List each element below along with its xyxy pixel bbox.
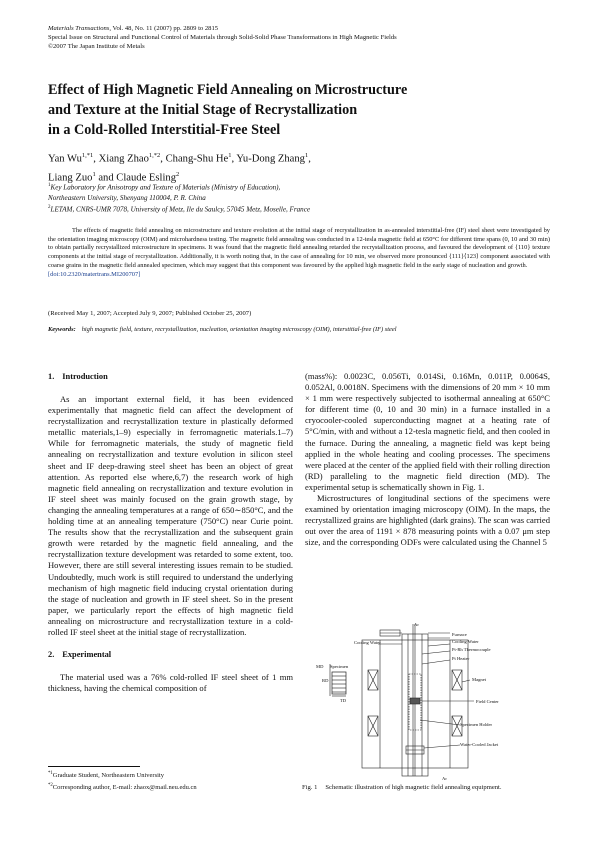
intro-paragraph: As an important external field, it has been evidenced experimentally that magnetic field can affect the development of recrystallization and recrystallization texture in plastically deformed metallic materials,1–9) especially in ferromagnetic materials.1–7) While for ferromagnetic materials, the study of magnetic field annealing on recrystallization and texture evolution in silicon steel sheet and IF deep-drawing steel sheet has been an object of great attention. As reported else where,6,7) the research work of high magnetic field annealing on recrystallization and texture evolution in IF steel sheet was mainly focused on the grain growth stage, by changing the annealing temperatures at a range of 650∼850°C, and the holding time at an annealing temperature (750°C) near Curie point. The results show that the recrystallization and the subsequent grain growth were retarded by the magnetic field annealing, and the recrystallization texture development was retarded to some extent, too. However, there are still several interesting issues remain to be studied. Undoubtedly, much work is still required to understand the underlying mechanism of high magnetic field inducing crystal orientation during the stage of nucleation and growth in IF steel sheet. So in the present paper, we particularly report the effects of high magnetic field annealing on microstructure and recrystallization texture in a cold-rolled IF steel sheet at the initial stage of recrystallization. [48, 394, 293, 637]
label-field-center: Field Center [476, 699, 499, 704]
keywords-text: high magnetic field, texture, recrystallization, nucleation, orientation imaging microscopy (OIM), interstitial-free (IF) steel [81, 326, 397, 333]
footnote-mark: *1 [48, 771, 53, 776]
section-number: 2. [48, 650, 55, 660]
experimental-paragraph: The material used was a 76% cold-rolled IF steel sheet of 1 mm thickness, having the chemical composition of [48, 672, 293, 694]
apparatus-diagram [310, 620, 550, 782]
keywords [48, 325, 550, 334]
figure-1 [310, 620, 550, 782]
doi-link[interactable]: [doi:10.2320/matertrans.MI200707] [48, 270, 141, 278]
oim-paragraph: Microstructures of longitudinal sections of the specimens were examined by orientation imaging microscopy (OIM). In the maps, the recrystallized grains are highlighted (dark grains). The scan was carried out over the area of 1191 × 878 measuring points with a 0.07 μm step size, and the corresponding ODFs were calculated using the Channel 5 [305, 493, 550, 548]
footnote [48, 769, 197, 781]
author-affil-mark: 1 [228, 152, 232, 159]
figure-caption-text: Schematic illustration of high magnetic field annealing equipment. [325, 784, 502, 791]
journal-volume: , Vol. 48, No. 11 (2007) pp. 2809 to 2815 [109, 25, 219, 32]
author-list: Yan $Wu^{1,*1}$, Xiang Zhao$^{1,*2}$, Chang-Shu He$^1$, Yu-Dong Zhang$^1$, Liang Zuo$^1$ and Claude Esling$^2$ [48, 152, 311, 184]
label-water-jacket: Water-Cooled Jacket [460, 742, 499, 747]
label-cooling-water-left: Cooling Water [354, 640, 381, 645]
label-specimen: Specimen [330, 664, 349, 669]
title-line: and Texture at the Initial Stage of Recrystallization [48, 102, 358, 118]
author-name: Yan Wu [48, 153, 82, 165]
label-ar-top: Ar [414, 622, 419, 627]
keywords-label: Keywords: [48, 326, 76, 333]
label-pt-heater: Pt Heater [452, 656, 470, 661]
label-md: MD [316, 664, 324, 669]
affiliation-text: Northeastern University, Shenyang 110004, P. R. China [48, 193, 206, 202]
label-thermocouple: Pt-Rh Thermocouple [452, 647, 491, 652]
footnote-text: Corresponding author, E-mail: zhaox@mail.neu.edu.cn [52, 784, 197, 792]
author-name: Claude Esling [116, 172, 177, 184]
label-magnet: Magnet [472, 677, 487, 682]
label-rd: RD [322, 678, 329, 683]
author-name: Liang Zuo [48, 172, 93, 184]
footnote-mark: *2 [48, 783, 53, 789]
journal-name: Materials Transactions [48, 25, 110, 32]
author-affil-mark: 1,*1 [81, 152, 94, 159]
section-title: Introduction [62, 372, 108, 381]
label-ar-bottom: Ar [442, 776, 447, 781]
figure-number: Fig. 1 [302, 784, 318, 791]
special-issue-line: Special Issue on Structural and Functional Control of Materials through Solid-Solid Phase Transformations in High Magnetic Fields [48, 34, 397, 42]
author-affil-mark: 1 [92, 171, 96, 179]
journal-citation [48, 24, 548, 33]
section-heading-introduction [48, 371, 293, 382]
paper-title [48, 80, 548, 140]
label-furnace: Furnace [452, 632, 467, 637]
author-affil-mark: 1 [304, 152, 309, 159]
affil-mark: 2 [48, 204, 51, 210]
footnote-divider [48, 766, 140, 767]
figure-caption [302, 783, 552, 792]
section-number: 1. [48, 372, 55, 381]
affiliation-text: Key Laboratory for Anisotropy and Texture of Materials (Ministry of Education), [50, 183, 281, 192]
section-title: Experimental [62, 650, 112, 660]
abstract-text: The effects of magnetic field annealing on microstructure and texture evolution at the initial stage of recrystallization in as-annealed interstitial-free (IF) steel sheet were investigated by the orientation imaging microscopy (OIM) and microhardness testing. The magnetic field annealing was conducted in a 12-tesla magnetic field at 650°C for different time spans (0, 10 and 30 min) to obtain partially recrystallized microstructure in specimens. It was found that the magnetic field annealing retarded the recrystallization process, and favoured the development of {110} texture components at the initial stage of recrystallization. Additionally, it is worth noting that, in the case of annealing for 10 min, we observed more pronounced {111}⟨123⟩ component associated with coarse grains in the magnetic field annealed specimen, which may suggest that this component was favoured by the applied high magnetic field in the early stage of nucleation and growth. [48, 227, 550, 269]
affiliations [48, 181, 558, 214]
copyright-line: ©2007 The Japan Institute of Metals [48, 43, 145, 51]
affil-mark: 1 [48, 183, 51, 188]
author-name: Xiang Zhao [98, 153, 149, 165]
abstract [48, 227, 550, 279]
received-dates: (Received May 1, 2007; Accepted July 9, 2007; Published October 25, 2007) [48, 310, 252, 317]
footnotes [48, 769, 197, 793]
section-heading-experimental [48, 649, 293, 660]
left-column [48, 371, 293, 694]
affiliation-text: LETAM, CNRS-UMR 7078, University of Metz, Ile du Saulcy, 57045 Metz, Moselle, France [50, 205, 311, 214]
footnote-text: Graduate Student, Northeastern University [52, 772, 164, 780]
title-line: Effect of High Magnetic Field Annealing on Microstructure [48, 82, 408, 98]
author-affil-mark: 1,*2 [148, 152, 161, 159]
experimental-paragraph-cont: (mass%): 0.0023C, 0.056Ti, 0.014Si, 0.16Mn, 0.011P, 0.0064S, 0.052Al, 0.0018N. Specimens with the dimensions of 20 mm × 10 mm × 1 mm were respectively subjected to isothermal annealing at 650°C for different time (0, 10 and 30 min) in a furnace installed in a cryocooler-cooled superconducting magnet at a heating rate of 5°C/min, with and without a 12-tesla magnetic field, and then cooled in the furnace. During the annealing, a magnetic field was kept being applied in the whole heating and cooling processes. The specimens were placed at the center of the applied field with their rolling direction (RD) paralleling to the magnetic field direction (MD). The experimental setup is schematically shown in Fig. 1. [305, 371, 550, 492]
title-line: in a Cold-Rolled Interstitial-Free Steel [48, 122, 281, 138]
label-td: TD [340, 698, 347, 703]
journal-header [48, 24, 548, 52]
right-column [305, 371, 550, 549]
footnote [48, 781, 197, 793]
label-specimen-holder: Specimen Holder [460, 722, 493, 727]
author-name: Chang-Shu He [165, 153, 229, 165]
label-cooling-water-right: Cooling Water [452, 639, 479, 644]
author-affil-mark: 2 [176, 171, 180, 179]
author-name: Yu-Dong Zhang [236, 153, 305, 165]
